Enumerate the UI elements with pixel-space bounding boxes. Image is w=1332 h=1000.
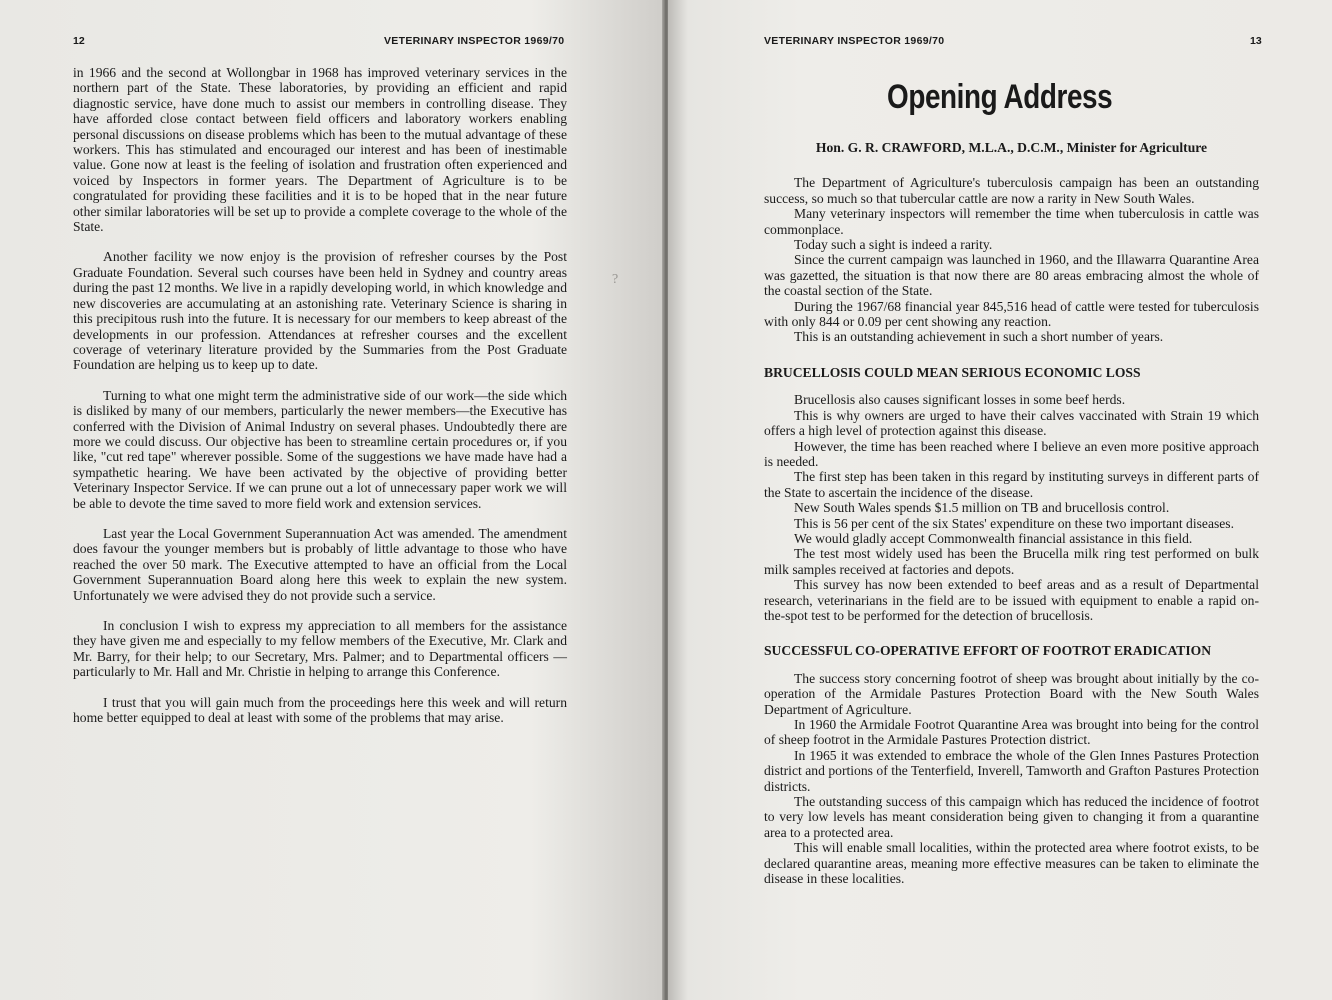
paragraph: Another facility we now enjoy is the provision of refresher courses by the Post Graduate Foundation. Several such courses have been held in Sydney and country areas during the past 12 months. We live in a rapidly developing world, in which knowledge and new discoveries are accumulating at an astonishing rate. Veterinary Science is sharing in this precipitous rush into the future. It is necessary for our members to keep abreast of the developments in our profession. Attendances at refresher courses and the excellent coverage of veterinary literature provided by the Summaries from the Post Graduate Foundation are helping us to keep up to date. (73, 249, 567, 373)
pencil-mark: ? (612, 272, 619, 287)
paragraph: Last year the Local Government Superannuation Act was amended. The amendment does favour the younger members but is probably of little advantage to those who have reached the over 50 mark. The Executive attempted to have an official from the Local Government Superannuation Board along here this week to explain the new system. Unfortunately we were advised they do not provide such a service. (73, 525, 567, 603)
paragraph: In conclusion I wish to express my appreciation to all members for the assistance they have given me and especially to my fellow members of the Executive, Mr. Clark and Mr. Barry, for their help; to our Secretary, Mrs. Palmer; and to Departmental officers — particularly to Mr. Hall and Mr. Christie in helping to arrange this Conference. (73, 618, 567, 680)
paragraph: This is why owners are urged to have their calves vaccinated with Strain 19 which offers a high level of protection against this disease. (764, 407, 1259, 439)
paragraph: During the 1967/68 financial year 845,516 head of cattle were tested for tuberculosis with only 844 or 0.09 per cent showing any reaction. (764, 298, 1259, 330)
running-head: VETERINARY INSPECTOR 1969/70 (764, 35, 945, 47)
article-title: Opening Address (887, 78, 1113, 116)
paragraph: Many veterinary inspectors will remember the time when tuberculosis in cattle was commonplace. (764, 206, 1259, 237)
paragraph: New South Wales spends $1.5 million on TB and brucellosis control. (794, 500, 1170, 516)
paragraph: Turning to what one might term the administrative side of our work—the side which is disliked by many of our members, particularly the newer members—the Executive has conferred with the Division of Animal Industry on several phases. Undoubtedly there are more we could discuss. Our objective has been to streamline certain procedures or, if you like, "cut red tape" wherever possible. Some of the suggestions we have made have had a sympathetic hearing. We have been activated by the objective of providing better Veterinary Inspector Service. If we can prune out a lot of unnecessary paper work we will be able to devote the time saved to more field work and extension services. (73, 387, 567, 511)
running-head: VETERINARY INSPECTOR 1969/70 (384, 35, 565, 47)
left-page (0, 0, 664, 1000)
right-page (668, 0, 1332, 1000)
paragraph: The test most widely used has been the Brucella milk ring test performed on bulk milk samples received at factories and depots. (764, 546, 1259, 577)
paragraph: The success story concerning footrot of sheep was brought about initially by the co-operation of the Armidale Pastures Protection Board with the New South Wales Department of Agriculture. (764, 670, 1259, 717)
paragraph: This survey has now been extended to beef areas and as a result of Departmental research, veterinarians in the field are to be issued with equipment to enable a rapid on-the-spot test to be performed for the detection of brucellosis. (764, 577, 1259, 623)
paragraph: In 1965 it was extended to embrace the whole of the Glen Innes Pastures Protection district and portions of the Tenterfield, Inverell, Tamworth and Grafton Pastures Protection districts. (764, 747, 1259, 794)
paragraph: This will enable small localities, within the protected area where footrot exists, to be declared quarantine areas, meaning more effective measures can be taken to eliminate the disease in these localities. (764, 840, 1259, 887)
byline: Hon. G. R. CRAWFORD, M.L.A., D.C.M., Minister for Agriculture (815, 140, 1208, 155)
paragraph: In 1960 the Armidale Footrot Quarantine Area was brought into being for the control of sheep footrot in the Armidale Pastures Protection district. (764, 717, 1259, 748)
paragraph: We would gladly accept Commonwealth financial assistance in this field. (794, 530, 1193, 546)
paragraph: I trust that you will gain much from the proceedings here this week and will return home better equipped to deal at least with some of the problems that may arise. (73, 694, 567, 726)
paragraph: However, the time has been reached where I believe an even more positive approach is needed. (764, 438, 1259, 469)
section-heading: BRUCELLOSIS COULD MEAN SERIOUS ECONOMIC LOSS (764, 364, 1141, 380)
paragraph: The first step has been taken in this regard by instituting surveys in different parts of the State to ascertain the incidence of the disease. (764, 469, 1259, 500)
paragraph: The Department of Agriculture's tuberculosis campaign has been an outstanding success, so much so that tubercular cattle are now a rarity in New South Wales. (764, 175, 1259, 206)
page-number: 12 (73, 35, 85, 47)
paragraph: Brucellosis also causes significant losses in some beef herds. (794, 392, 1126, 408)
paragraph: Today such a sight is indeed a rarity. (794, 237, 993, 253)
paragraph: Since the current campaign was launched in 1960, and the Illawarra Quarantine Area was gazetted, the situation is that now there are 80 areas embracing almost the whole of the coastal section of the State. (764, 252, 1259, 299)
page-number: 13 (1250, 35, 1262, 47)
paragraph: The outstanding success of this campaign which has reduced the incidence of footrot to very low levels has meant consideration being given to changing it from a quarantine area to a protected area. (764, 794, 1259, 840)
paragraph: This is 56 per cent of the six States' expenditure on these two important diseases. (794, 515, 1234, 531)
section-heading: SUCCESSFUL CO-OPERATIVE EFFORT OF FOOTROT ERADICATION (764, 643, 1212, 659)
right-body-text (764, 140, 1259, 886)
paragraph: This is an outstanding achievement in such a short number of years. (794, 329, 1164, 345)
left-body-text (73, 65, 567, 740)
paragraph: in 1966 and the second at Wollongbar in 1968 has improved veterinary services in the northern part of the State. These laboratories, by providing an efficient and rapid diagnostic service, have done much to assist our members in controlling disease. They have afforded close contact between field officers and laboratory workers enabling personal discussions on disease problems which has been to the mutual advantage of these workers. This has stimulated and encouraged our interest and has been of inestimable value. Gone now at least is the feeling of isolation and frustration often experienced and voiced by Inspectors in former years. The Department of Agriculture is to be congratulated for providing these facilities and it is to be hoped that in the near future other similar laboratories will be set up to provide a complete coverage to the whole of the State. (73, 65, 567, 235)
